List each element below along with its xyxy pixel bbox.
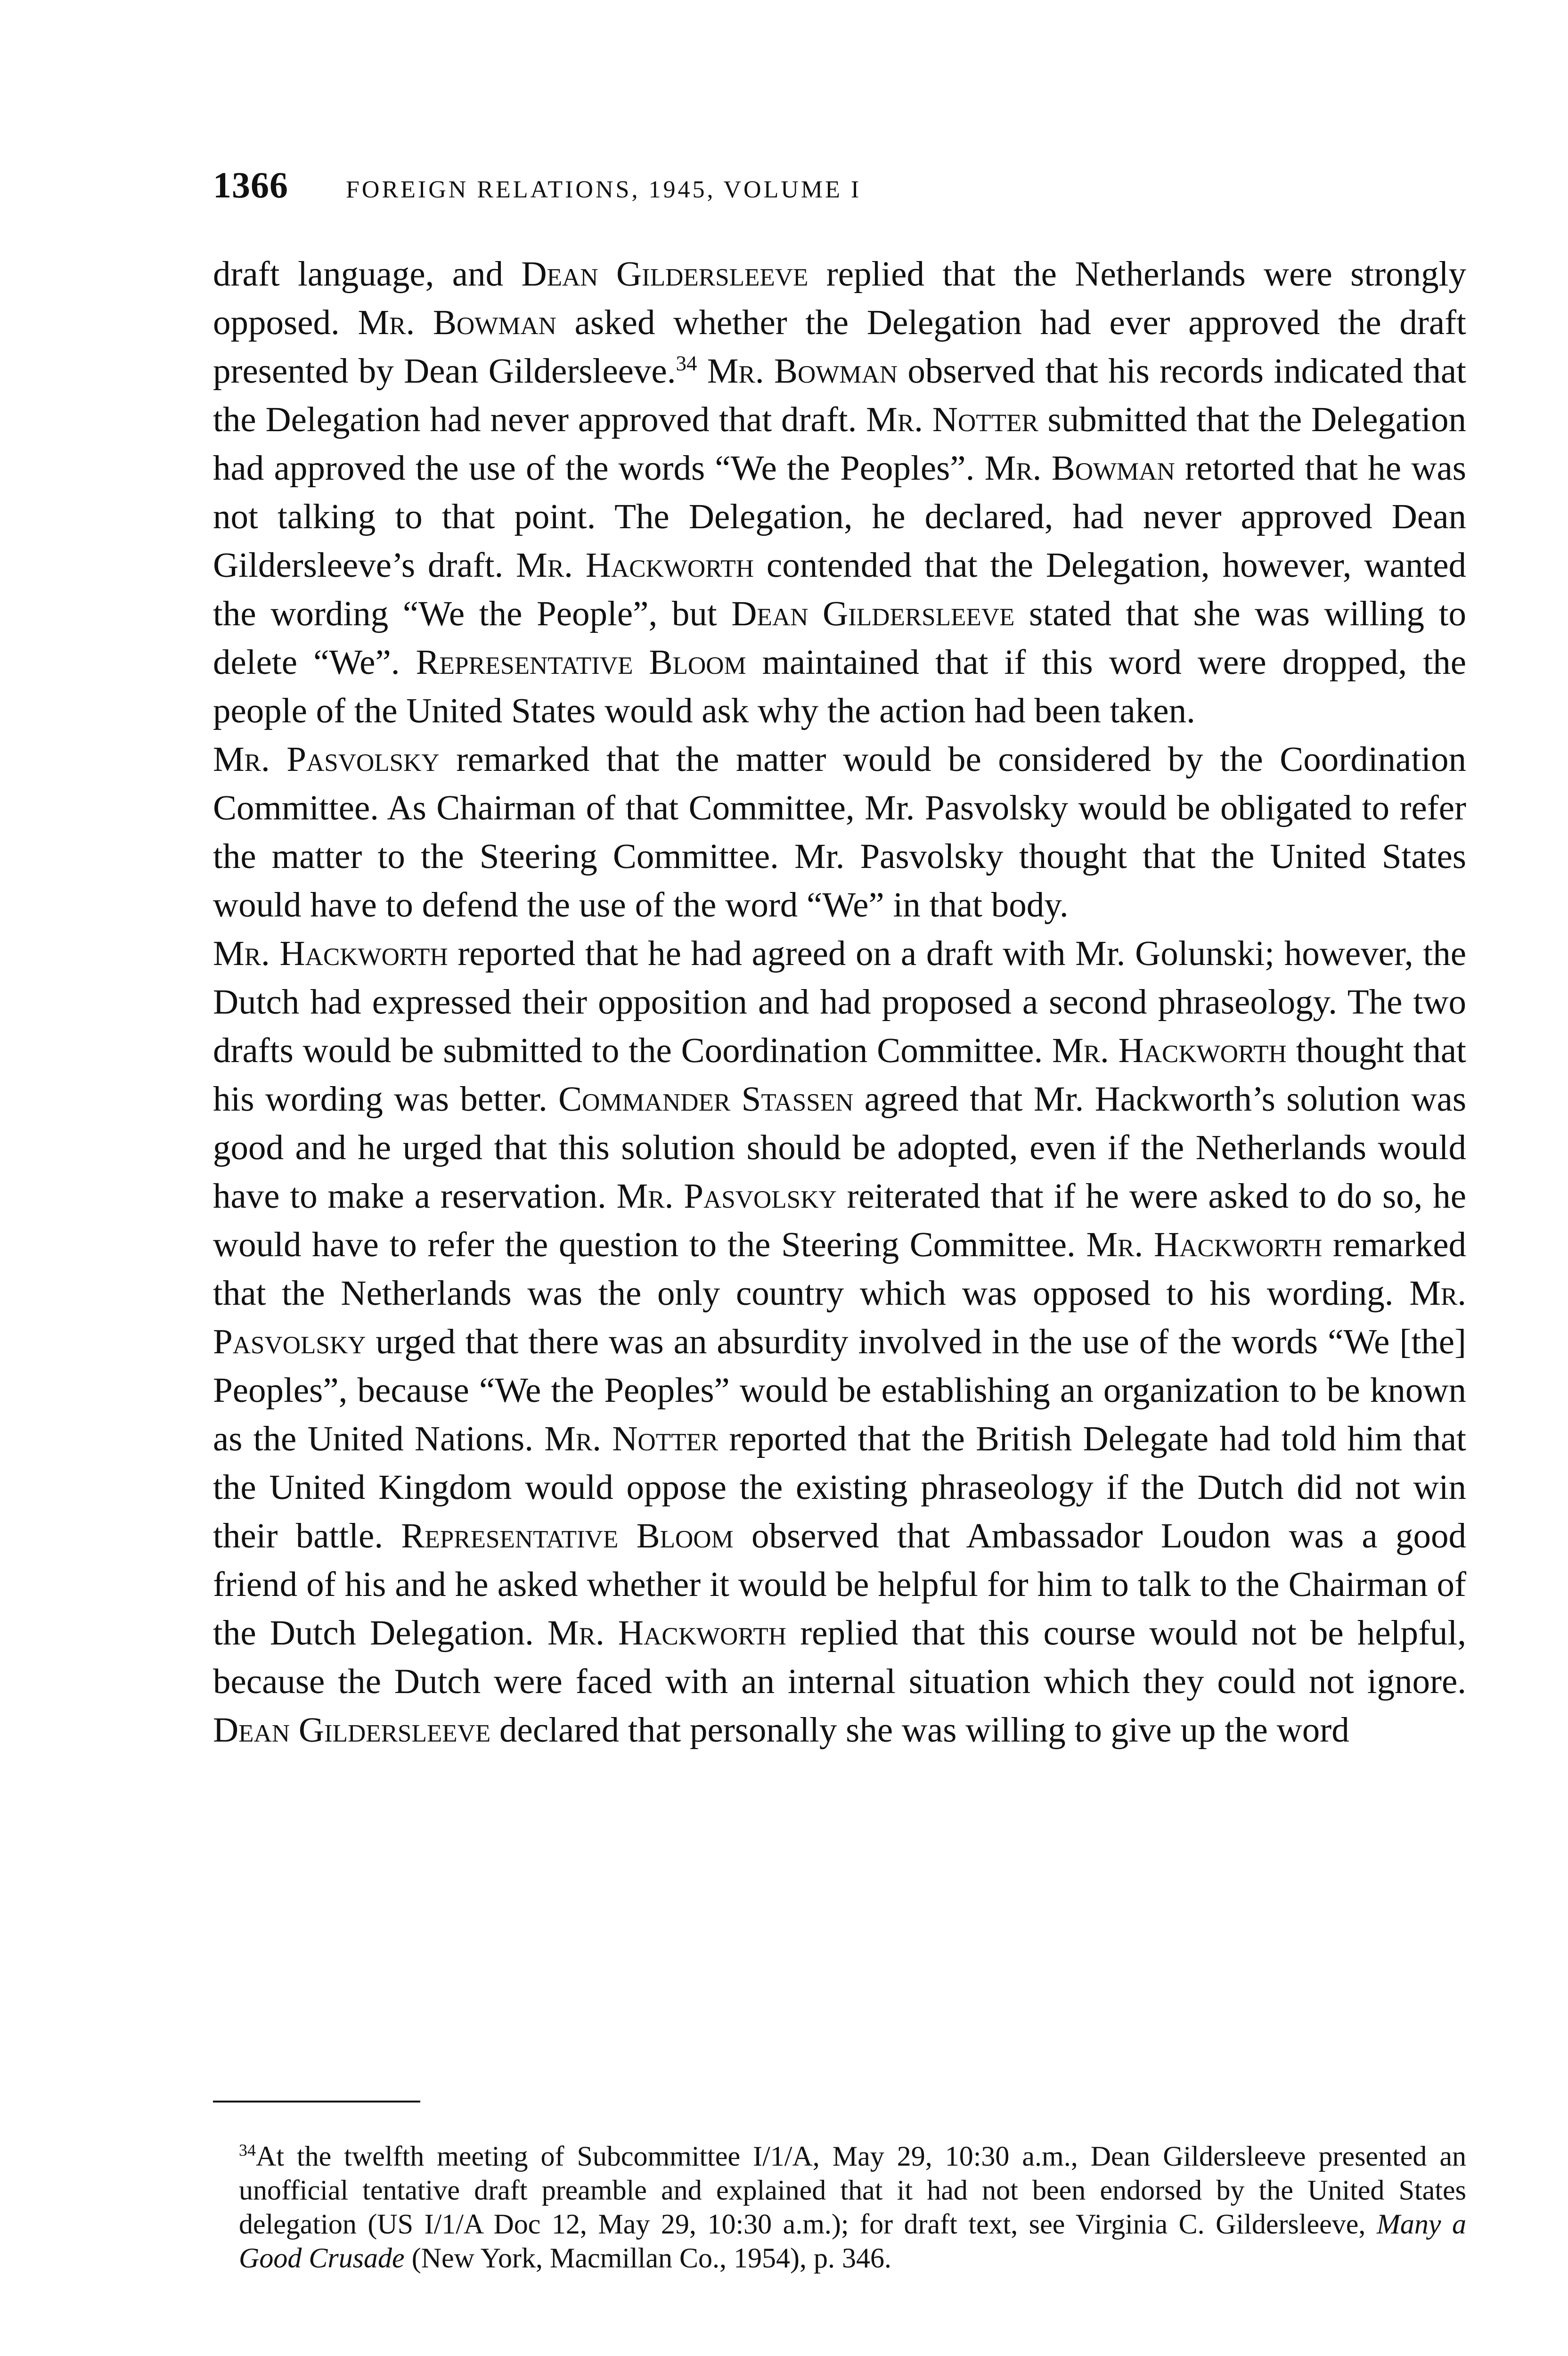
speaker-name: Mr. Pasvolsky xyxy=(213,1274,1466,1361)
text-run: remarked that the Netherlands was the only country which was opposed to his wording. xyxy=(213,1225,1466,1313)
text-run: draft language, and xyxy=(213,254,522,294)
text-run: maintained that if this word were dropped, the people of the United States would ask why the action had been taken. xyxy=(213,643,1466,730)
speaker-name: Mr. Hackworth xyxy=(213,934,448,973)
running-title: FOREIGN RELATIONS, 1945, VOLUME I xyxy=(346,176,862,203)
speaker-name: Representative Bloom xyxy=(416,643,746,682)
text-run: agreed that Mr. Hackworth’s solution was good and he urged that this solution should be adopted, even if the Netherlands would have to make a reservation. xyxy=(213,1080,1467,1216)
speaker-name: Mr. Hackworth xyxy=(1052,1031,1287,1070)
footnote xyxy=(213,2139,1466,2275)
text-run: replied that this course would not be helpful, because the Dutch were faced with an internal situation which they could not ignore. xyxy=(213,1613,1467,1701)
paragraph xyxy=(213,929,1466,1754)
page-number: 1366 xyxy=(213,164,288,205)
speaker-name: Mr. Pasvolsky xyxy=(616,1177,837,1216)
text-run: contended that the Delegation, however, wanted the wording “We the People”, but xyxy=(213,546,1467,633)
speaker-name: Representative Bloom xyxy=(401,1516,734,1555)
speaker-name: Mr. Pasvolsky xyxy=(213,740,440,779)
text-run: observed that Ambassador Loudon was a good friend of his and he asked whether it would be helpful for him to talk to the Chairman of the Dutch Delegation. xyxy=(213,1516,1466,1652)
paragraph xyxy=(213,250,1466,735)
speaker-name: Mr. Bowman xyxy=(707,352,898,391)
paragraph xyxy=(213,735,1466,929)
text-run: submitted that the Delegation had approved the use of the words “We the Peoples”. xyxy=(213,400,1466,488)
speaker-name: Mr. Bowman xyxy=(984,449,1175,488)
text-run: At the twelfth meeting of Subcommittee I/1/A, May 29, 10:30 a.m., Dean Gildersleeve presented an unofficial tentative draft preamble and explained that it had not been endorsed by the United States delegation (US I/1/A Doc 12, May 29, 10:30 a.m.); for draft text, see Virginia C. Gildersleeve, xyxy=(239,2141,1466,2240)
text-run: declared that personally she was willing to give up the word xyxy=(490,1710,1349,1750)
footnote-marker: 34 xyxy=(676,352,697,375)
speaker-name: Mr. Hackworth xyxy=(547,1613,787,1652)
text-run: urged that there was an absurdity involved in the use of the words “We [the] Peoples”, because “We the Peoples” would be establishing an organization to be known as the United Nations. xyxy=(213,1322,1466,1458)
footnote-rule xyxy=(213,2101,420,2102)
text-run: remarked that the matter would be considered by the Coordination Committee. As Chairman of that Committee, Mr. Pasvolsky would be obligated to refer the matter to the Steering Committee. Mr. Pasvolsky thought that the United States would have to defend the use of the word “We” in that body. xyxy=(213,740,1467,924)
text-run: reiterated that if he were asked to do so, he would have to refer the question to the Steering Committee. xyxy=(213,1177,1467,1264)
speaker-name: Dean Gildersleeve xyxy=(521,254,808,294)
speaker-name: Mr. Notter xyxy=(866,400,1038,439)
speaker-name: Mr. Hackworth xyxy=(1086,1225,1323,1264)
text-run: stated that she was willing to delete “We”. xyxy=(213,594,1466,682)
speaker-name: Commander Stassen xyxy=(558,1080,854,1119)
speaker-name: Mr. Bowman xyxy=(358,303,556,342)
text-run: observed that his records indicated that the Delegation had never approved that draft. xyxy=(213,352,1466,439)
footnote-marker: 34 xyxy=(239,2141,256,2160)
text-run: retorted that he was not talking to that point. The Delegation, he declared, had never approved Dean Gildersleeve’s draft. xyxy=(213,449,1466,585)
text-run: asked whether the Delegation had ever approved the draft presented by Dean Gildersleeve. xyxy=(213,303,1466,391)
speaker-name: Mr. Notter xyxy=(544,1419,719,1458)
text-run: reported that he had agreed on a draft with Mr. Golunski; however, the Dutch had expressed their opposition and had proposed a second phraseology. The two drafts would be submitted to the Coordination Committee. xyxy=(213,934,1466,1070)
speaker-name: Dean Gildersleeve xyxy=(213,1710,491,1750)
speaker-name: Mr. Hackworth xyxy=(516,546,754,585)
text-run: reported that the British Delegate had told him that the United Kingdom would oppose the existing phraseology if the Dutch did not win their battle. xyxy=(213,1419,1467,1555)
text-run: thought that his wording was better. xyxy=(213,1031,1467,1119)
book-title: Many a Good Crusade xyxy=(239,2209,1466,2274)
text-run: (New York, Macmillan Co., 1954), p. 346. xyxy=(404,2242,891,2274)
speaker-name: Dean Gildersleeve xyxy=(731,594,1015,633)
footnote-text xyxy=(213,2139,1466,2275)
body-text xyxy=(213,250,1466,1754)
text-run: replied that the Netherlands were strongly opposed. xyxy=(213,254,1466,342)
page-header xyxy=(213,164,1466,221)
text-run xyxy=(697,352,707,391)
